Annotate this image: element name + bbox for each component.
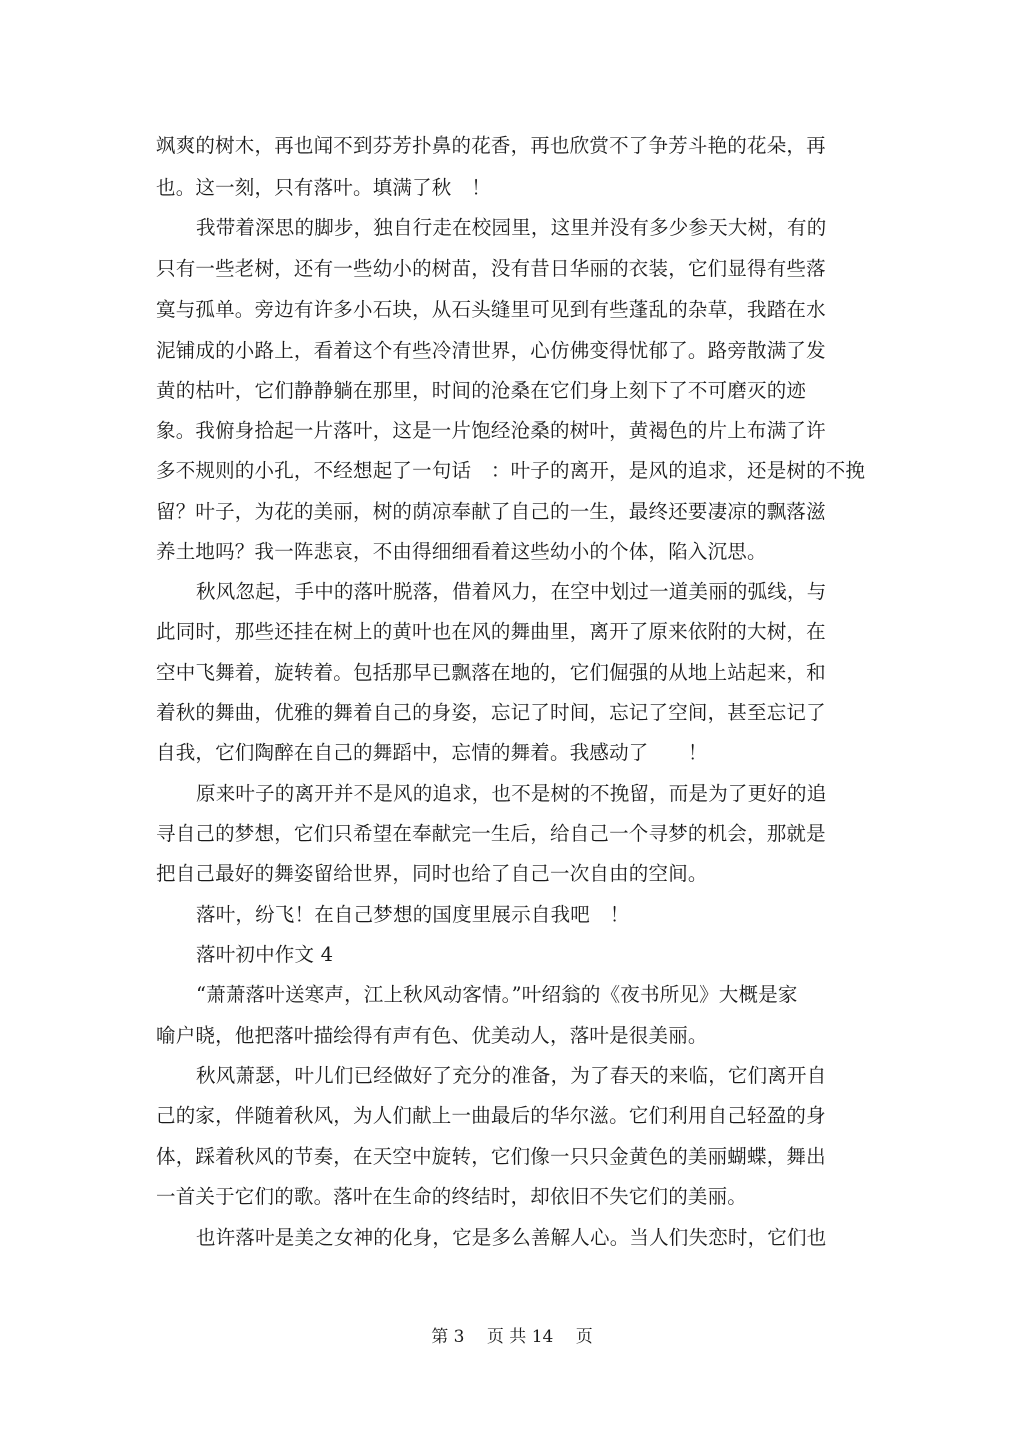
- text-line: 己的家，伴随着秋风，为人们献上一曲最后的华尔滋。它们利用自己轻盈的身: [156, 1104, 826, 1127]
- text-line: 也。这一刻，只有落叶。填满了秋 ！: [156, 176, 491, 199]
- text-line: 飒爽的树木，再也闻不到芬芳扑鼻的花香，再也欣赏不了争芳斗艳的花朵，再: [156, 134, 826, 157]
- text-line: 着秋的舞曲，优雅的舞着自己的身姿，忘记了时间，忘记了空间，甚至忘记了: [156, 701, 826, 724]
- text-line: 多不规则的小孔，不经想起了一句话 ：叶子的离开，是风的追求，还是树的不挽: [156, 459, 866, 482]
- text-line: 体，踩着秋风的节奏，在天空中旋转，它们像一只只金黄色的美丽蝴蝶，舞出: [156, 1145, 826, 1168]
- page-number-footer: 第 3 页 共 14 页: [431, 1327, 593, 1347]
- text-line: 此同时，那些还挂在树上的黄叶也在风的舞曲里，离开了原来依附的大树，在: [156, 620, 826, 643]
- text-line: 黄的枯叶，它们静静躺在那里，时间的沧桑在它们身上刻下了不可磨灭的迹: [156, 379, 807, 402]
- paragraph-start-line: 我带着深思的脚步，独自行走在校园里，这里并没有多少参天大树，有的: [196, 216, 827, 239]
- text-line: 一首关于它们的歌。落叶在生命的终结时，却依旧不失它们的美丽。: [156, 1185, 748, 1208]
- text-line: 养土地吗？我一阵悲哀，不由得细细看着这些幼小的个体，陷入沉思。: [156, 540, 767, 563]
- paragraph-start-line: 秋风忽起，手中的落叶脱落，借着风力，在空中划过一道美丽的弧线，与: [196, 580, 827, 603]
- paragraph-start-line: 落叶，纷飞！在自己梦想的国度里展示自我吧 ！: [196, 903, 630, 926]
- paragraph-start-line: 也许落叶是美之女神的化身，它是多么善解人心。当人们失恋时，它们也: [196, 1226, 827, 1249]
- paragraph-start-line: 原来叶子的离开并不是风的追求，也不是树的不挽留，而是为了更好的追: [196, 782, 827, 805]
- text-line: 寻自己的梦想，它们只希望在奉献完一生后，给自己一个寻梦的机会，那就是: [156, 822, 826, 845]
- text-line: 象。我俯身拾起一片落叶，这是一片饱经沧桑的树叶，黄褐色的片上布满了许: [156, 419, 826, 442]
- text-line: 寞与孤单。旁边有许多小石块，从石头缝里可见到有些蓬乱的杂草，我踏在水: [156, 298, 826, 321]
- section-heading: 落叶初中作文 4: [196, 943, 334, 966]
- text-line: 喻户晓，他把落叶描绘得有声有色、优美动人，落叶是很美丽。: [156, 1024, 708, 1047]
- paragraph-start-line: 秋风萧瑟，叶儿们已经做好了充分的准备，为了春天的来临，它们离开自: [196, 1064, 827, 1087]
- text-line: 只有一些老树，还有一些幼小的树苗，没有昔日华丽的衣装，它们显得有些落: [156, 257, 826, 280]
- text-line: 把自己最好的舞姿留给世界，同时也给了自己一次自由的空间。: [156, 862, 708, 885]
- paragraph-start-line: “萧萧落叶送寒声，江上秋风动客情。”叶绍翁的《夜书所见》大概是家: [196, 983, 798, 1006]
- text-line: 空中飞舞着，旋转着。包括那早已飘落在地的，它们倔强的从地上站起来，和: [156, 661, 826, 684]
- text-line: 自我，它们陶醉在自己的舞蹈中，忘情的舞着。我感动了 ！: [156, 741, 708, 764]
- text-line: 泥铺成的小路上，看着这个有些冷清世界，心仿佛变得忧郁了。路旁散满了发: [156, 339, 826, 362]
- text-line: 留？叶子，为花的美丽，树的荫凉奉献了自己的一生，最终还要凄凉的飘落滋: [156, 500, 826, 523]
